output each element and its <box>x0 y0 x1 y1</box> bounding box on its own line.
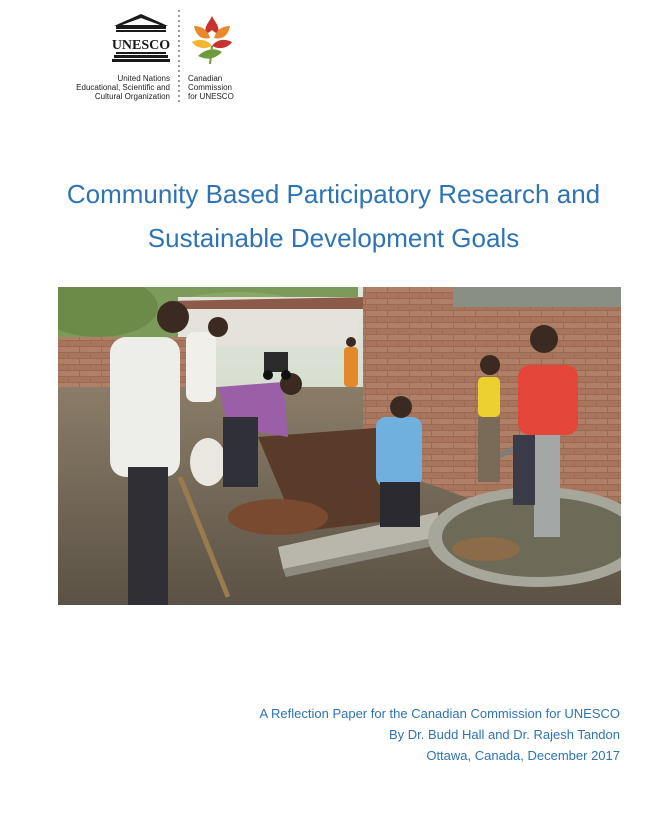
footer-authors: By Dr. Budd Hall and Dr. Rajesh Tandon <box>388 727 620 742</box>
unesco-logo-icon <box>110 12 172 74</box>
maple-leaf-logo-icon <box>186 12 238 68</box>
commission-caption: Canadian Commission for UNESCO <box>188 74 234 101</box>
document-footer <box>259 703 620 766</box>
unesco-wordmark: UNESCO <box>111 38 171 53</box>
footer-subtitle: A Reflection Paper for the Canadian Commission for UNESCO <box>259 706 620 721</box>
title-line-1: Community Based Participatory Research and <box>66 179 601 209</box>
title-line-2: Sustainable Development Goals <box>147 223 520 253</box>
unesco-caption: United Nations Educational, Scientific and Cultural Organization <box>76 74 170 101</box>
document-title <box>0 172 667 260</box>
footer-place-date: Ottawa, Canada, December 2017 <box>426 748 620 763</box>
logo-divider <box>177 10 181 104</box>
logo-block <box>64 8 244 104</box>
cover-photo-image <box>58 287 621 605</box>
